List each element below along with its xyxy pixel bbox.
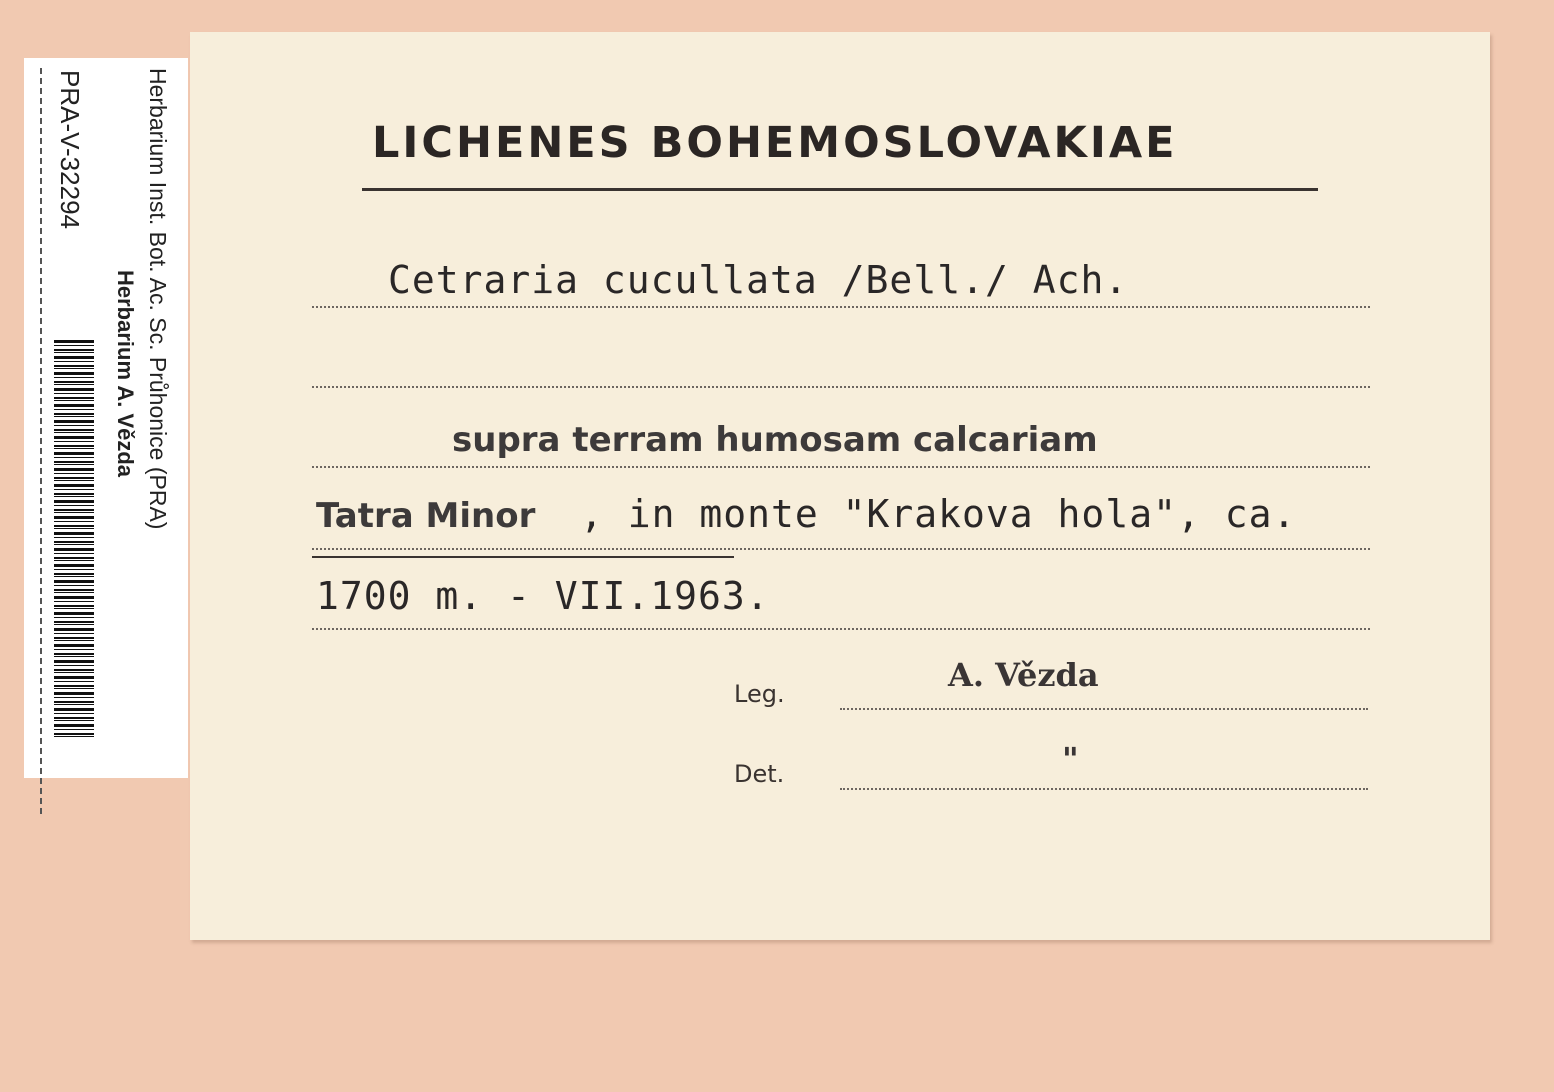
dotted-line-species	[312, 306, 1370, 308]
determiner-ditto: "	[1062, 740, 1079, 778]
dotted-line-blank	[312, 386, 1370, 388]
leg-label: Leg.	[734, 680, 785, 708]
locality-text: , in monte "Krakova hola", ca.	[580, 492, 1297, 536]
catalog-number: PRA-V-32294	[55, 70, 85, 229]
barcode-label	[24, 58, 188, 778]
collector-name: A. Vězda	[948, 656, 1099, 694]
elevation-date: 1700 m. - VII.1963.	[316, 574, 770, 618]
dotted-line-leg	[840, 708, 1368, 710]
locality-region-stamp: Tatra Minor	[316, 496, 536, 536]
dotted-line-habitat	[312, 466, 1370, 468]
dotted-line-det	[840, 788, 1368, 790]
label-heading: LICHENES BOHEMOSLOVAKIAE	[372, 118, 1178, 168]
heading-underline	[362, 188, 1318, 191]
cut-line	[40, 68, 42, 814]
barcode	[54, 340, 94, 738]
habitat-stamp: supra terram humosam calcariam	[452, 420, 1098, 460]
species-name: Cetraria cucullata /Bell./ Ach.	[388, 258, 1129, 302]
dotted-line-locality	[312, 548, 1370, 550]
specimen-label-card	[190, 32, 1490, 940]
det-label: Det.	[734, 760, 785, 788]
locality-underline	[312, 556, 734, 558]
dotted-line-elevation	[312, 628, 1370, 630]
institution-text: Herbarium Inst. Bot. Ac. Sc. Průhonice (PRA)	[145, 68, 171, 530]
herbarium-text: Herbarium A. Vězda	[113, 270, 138, 478]
